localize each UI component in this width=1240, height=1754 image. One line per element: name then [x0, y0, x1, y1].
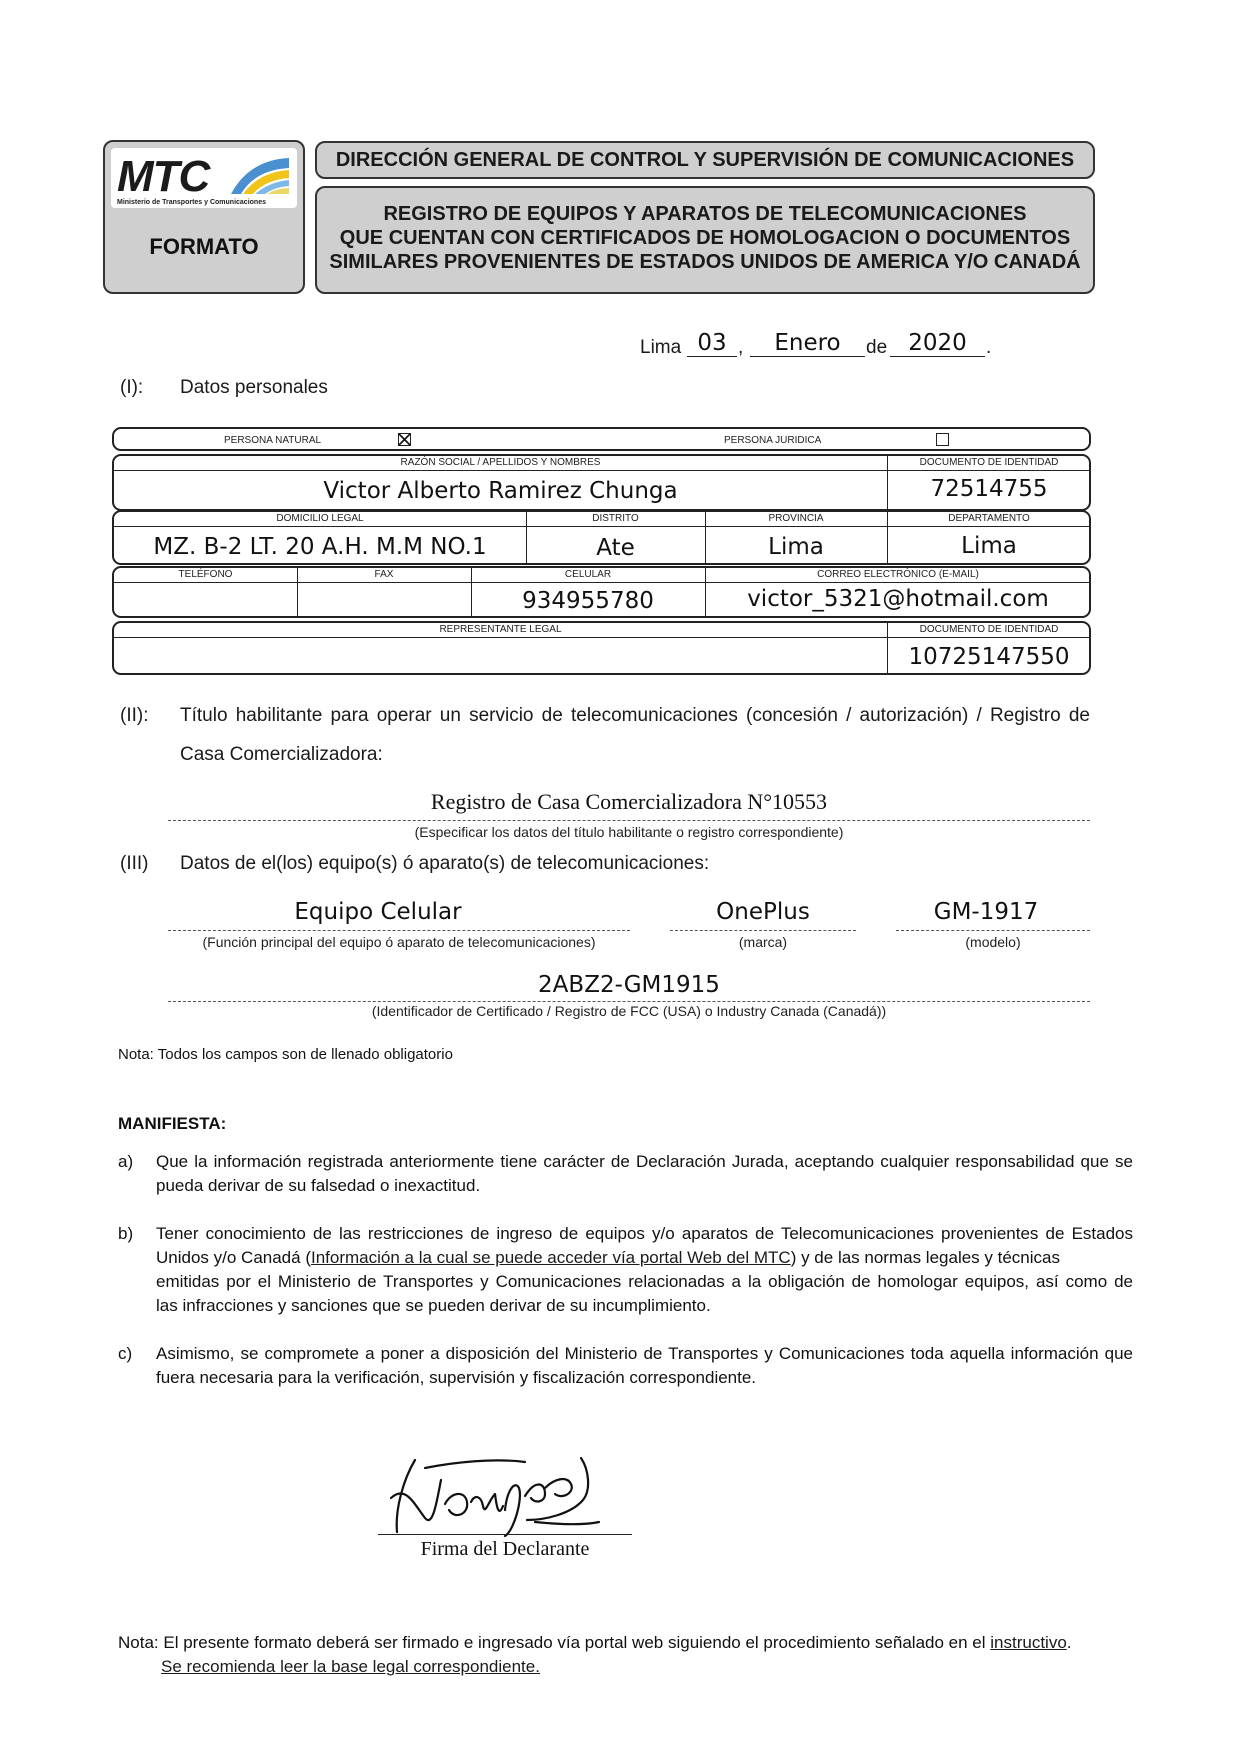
rep-documento-value[interactable]: 10725147550 — [908, 644, 1070, 670]
mtc-portal-link[interactable]: Información a la cual se puede acceder vía portal Web del MTC — [310, 1248, 791, 1267]
provincia-value[interactable]: Lima — [768, 534, 824, 560]
celular-value[interactable]: 934955780 — [522, 588, 654, 614]
form-title-line3: SIMILARES PROVENIENTES DE ESTADOS UNIDOS DE AMERICA Y/O CANADÁ — [329, 251, 1081, 273]
check-x-icon — [398, 433, 411, 446]
item-a-line1: Que la información registrada anteriormente tiene carácter de Declaración Jurada, aceptando cualquier responsabilidad que se — [156, 1152, 1133, 1171]
item-b-line2-pre: Unidos y/o Canadá ( — [156, 1248, 311, 1267]
persona-natural-checkbox[interactable] — [398, 433, 411, 446]
item-b-line4: las infracciones y sanciones que se pueden derivar de su incumplimiento. — [156, 1296, 711, 1315]
logo-mtc-text: MTC — [117, 152, 210, 201]
item-a-line2: pueda derivar de su falsedad o inexactitud. — [156, 1176, 481, 1195]
section2-text-line1: Título habilitante para operar un servicio de telecomunicaciones (concesión / autorización) / Registro de — [180, 705, 1090, 726]
marca-value[interactable]: OnePlus — [716, 899, 810, 925]
section2-number: (II): — [120, 705, 149, 726]
modelo-value[interactable]: GM-1917 — [933, 899, 1039, 925]
item-b-line2-post: ) y de las normas legales y técnicas — [790, 1248, 1060, 1267]
section3-title: Datos de el(los) equipo(s) ó aparato(s) de telecomunicaciones: — [180, 853, 710, 874]
item-c-line2: fuera necesaria para la verificación, supervisión y fiscalización correspondiente. — [156, 1368, 757, 1387]
form-title-box — [315, 186, 1095, 294]
celular-label: CELULAR — [564, 569, 612, 580]
item-c-letter: c) — [118, 1344, 133, 1363]
item-b-line3: emitidas por el Ministerio de Transportes y Comunicaciones relacionadas a la obligación de homologar equipos, así como de — [156, 1272, 1133, 1291]
form-title-line2: QUE CUENTAN CON CERTIFICADOS DE HOMOLOGACION O DOCUMENTOS — [339, 227, 1071, 249]
identificador-value[interactable]: 2ABZ2-GM1915 — [538, 972, 720, 998]
section2-value[interactable]: Registro de Casa Comercializadora N°10553 — [430, 789, 828, 814]
funcion-caption: (Función principal del equipo ó aparato de telecomunicaciones) — [202, 934, 596, 950]
representante-row — [112, 621, 1091, 675]
fax-label: FAX — [374, 569, 394, 580]
domicilio-value[interactable]: MZ. B-2 LT. 20 A.H. M.M NO.1 — [153, 534, 487, 560]
section1-title: Datos personales — [180, 377, 328, 398]
signature-image — [385, 1440, 625, 1545]
signature-line — [378, 1534, 632, 1535]
footer-note-text: Nota: El presente formato deberá ser firmado e ingresado vía portal web siguiendo el procedimiento señalado en el — [118, 1633, 991, 1652]
manifiesta-title: MANIFIESTA: — [118, 1114, 227, 1133]
razon-social-label: RAZÓN SOCIAL / APELLIDOS Y NOMBRES — [400, 457, 601, 468]
item-b-letter: b) — [118, 1224, 134, 1243]
date-month[interactable]: Enero — [750, 330, 865, 357]
manifiesta-item-c — [118, 1342, 1133, 1390]
manifiesta-item-a — [118, 1150, 1133, 1198]
modelo-caption: (modelo) — [965, 934, 1021, 950]
signature-caption: Firma del Declarante — [420, 1538, 590, 1560]
rep-documento-label: DOCUMENTO DE IDENTIDAD — [919, 624, 1059, 635]
contacto-row — [112, 566, 1091, 618]
manifiesta-item-b — [118, 1222, 1133, 1318]
marca-caption: (marca) — [738, 934, 788, 950]
footer-note — [118, 1631, 1072, 1679]
distrito-value[interactable]: Ate — [596, 535, 635, 561]
directorate-title: DIRECCIÓN GENERAL DE CONTROL Y SUPERVISIÓN DE COMUNICACIONES — [335, 149, 1075, 171]
departamento-value[interactable]: Lima — [961, 533, 1017, 559]
directorate-box — [315, 141, 1095, 179]
item-b-line2 — [156, 1246, 1133, 1270]
persona-row — [112, 427, 1091, 451]
section2-caption: (Especificar los datos del título habilitante o registro correspondiente) — [414, 824, 844, 840]
item-a-letter: a) — [118, 1152, 134, 1171]
persona-juridica-checkbox[interactable] — [936, 433, 949, 446]
domicilio-label: DOMICILIO LEGAL — [276, 513, 364, 524]
razon-social-value[interactable]: Victor Alberto Ramirez Chunga — [323, 478, 678, 504]
date-day[interactable]: 03 — [687, 330, 737, 357]
instructivo-link[interactable]: instructivo — [990, 1633, 1067, 1652]
date-year[interactable]: 2020 — [890, 330, 985, 357]
form-title-line1: REGISTRO DE EQUIPOS Y APARATOS DE TELECOMUNICACIONES — [383, 203, 1027, 225]
domicilio-row — [112, 510, 1091, 565]
representante-label: REPRESENTANTE LEGAL — [439, 624, 562, 635]
distrito-label: DISTRITO — [592, 513, 639, 524]
section1-number: (I): — [120, 377, 144, 398]
identificador-caption: (Identificador de Certificado / Registro de FCC (USA) o Industry Canada (Canadá)) — [371, 1003, 887, 1019]
departamento-label: DEPARTAMENTO — [948, 513, 1030, 524]
correo-label: CORREO ELECTRÓNICO (E-MAIL) — [817, 569, 979, 580]
footer-note-period: . — [1066, 1633, 1072, 1652]
date-period: . — [986, 337, 992, 358]
logo-panel — [111, 148, 297, 208]
persona-juridica-label: PERSONA JURIDICA — [724, 435, 822, 446]
funcion-value[interactable]: Equipo Celular — [294, 899, 462, 925]
section2-text-line2: Casa Comercializadora: — [180, 744, 383, 765]
logo-subtitle: Ministerio de Transportes y Comunicaciones — [117, 199, 266, 206]
date-comma: , — [738, 337, 744, 358]
razon-social-row — [112, 454, 1091, 511]
date-de: de — [866, 337, 888, 358]
provincia-label: PROVINCIA — [768, 513, 824, 524]
date-city: Lima — [640, 337, 682, 358]
logo-box — [103, 140, 305, 294]
item-b-line1: Tener conocimiento de las restricciones de ingreso de equipos y/o aparatos de Telecomunicaciones provenientes de Estados — [156, 1224, 1133, 1243]
documento-value[interactable]: 72514755 — [930, 476, 1048, 502]
format-label: FORMATO — [149, 234, 259, 259]
persona-natural-label: PERSONA NATURAL — [224, 435, 322, 446]
base-legal-link[interactable]: Se recomienda leer la base legal correspondiente. — [161, 1657, 540, 1676]
documento-label: DOCUMENTO DE IDENTIDAD — [919, 457, 1059, 468]
item-c-line1: Asimismo, se compromete a poner a disposición del Ministerio de Transportes y Comunicaciones toda aquella información que — [156, 1344, 1133, 1363]
nota-obligatorio: Nota: Todos los campos son de llenado obligatorio — [118, 1046, 453, 1063]
section3-number: (III) — [120, 853, 149, 874]
logo-swoosh-icon — [229, 154, 293, 198]
manifiesta-list — [118, 1150, 1133, 1390]
correo-value[interactable]: victor_5321@hotmail.com — [747, 586, 1049, 612]
telefono-label: TELÉFONO — [178, 569, 233, 580]
